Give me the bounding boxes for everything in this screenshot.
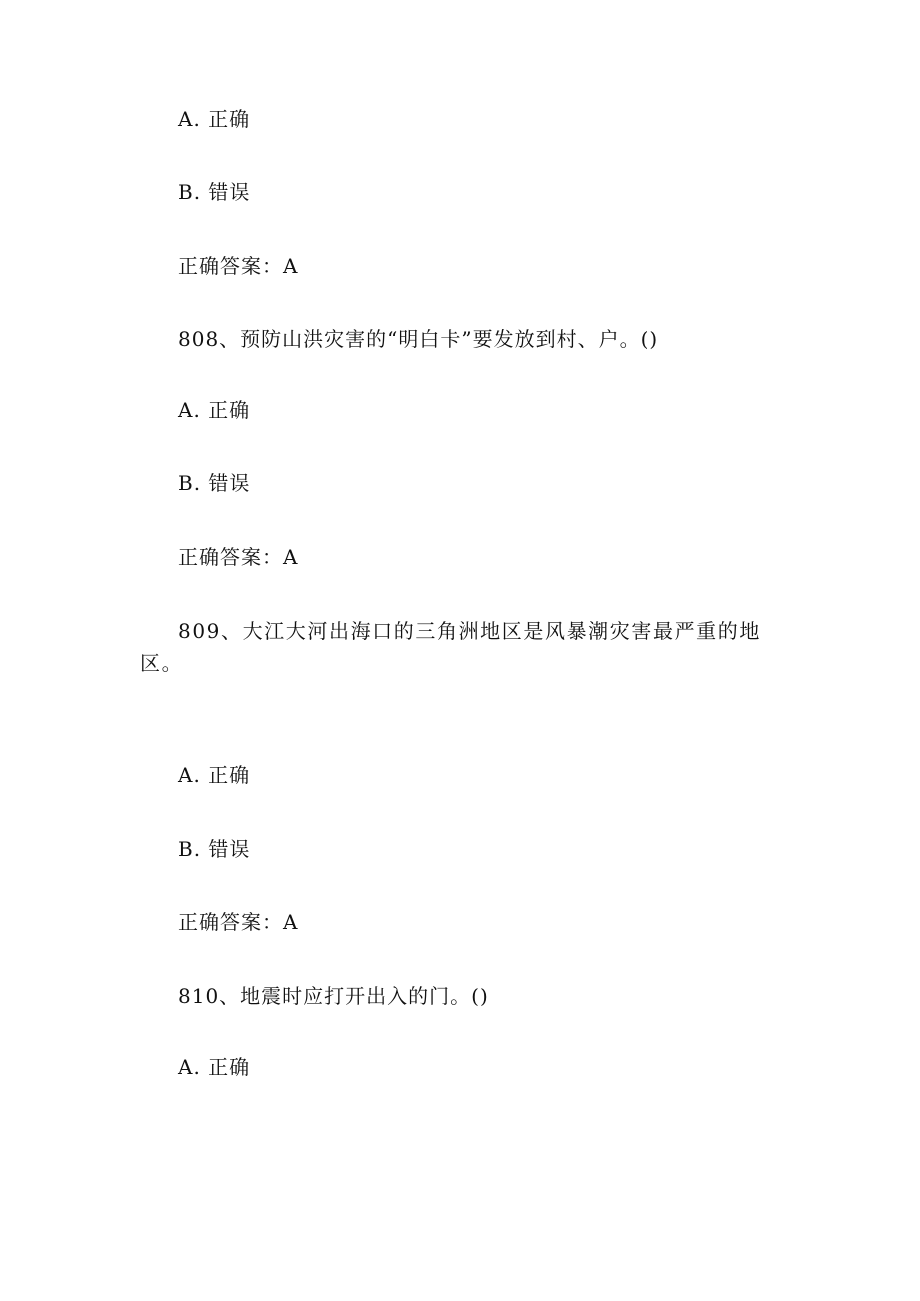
option-a: A. 正确 xyxy=(178,763,251,787)
question-809: 809、大江大河出海口的三角洲地区是风暴潮灾害最严重的地区。 xyxy=(140,619,761,675)
option-b: B. 错误 xyxy=(178,837,251,861)
option-a: A. 正确 xyxy=(178,398,251,422)
option-b: B. 错误 xyxy=(178,471,251,495)
option-a: A. 正确 xyxy=(178,107,251,131)
correct-answer: 正确答案：A xyxy=(178,254,299,278)
option-a: A. 正确 xyxy=(178,1055,251,1079)
correct-answer: 正确答案：A xyxy=(178,910,299,934)
question-808: 808、预防山洪灾害的“明白卡”要发放到村、户。() xyxy=(178,327,659,351)
correct-answer: 正确答案：A xyxy=(178,545,299,569)
option-b: B. 错误 xyxy=(178,180,251,204)
question-810: 810、地震时应打开出入的门。() xyxy=(178,984,489,1008)
